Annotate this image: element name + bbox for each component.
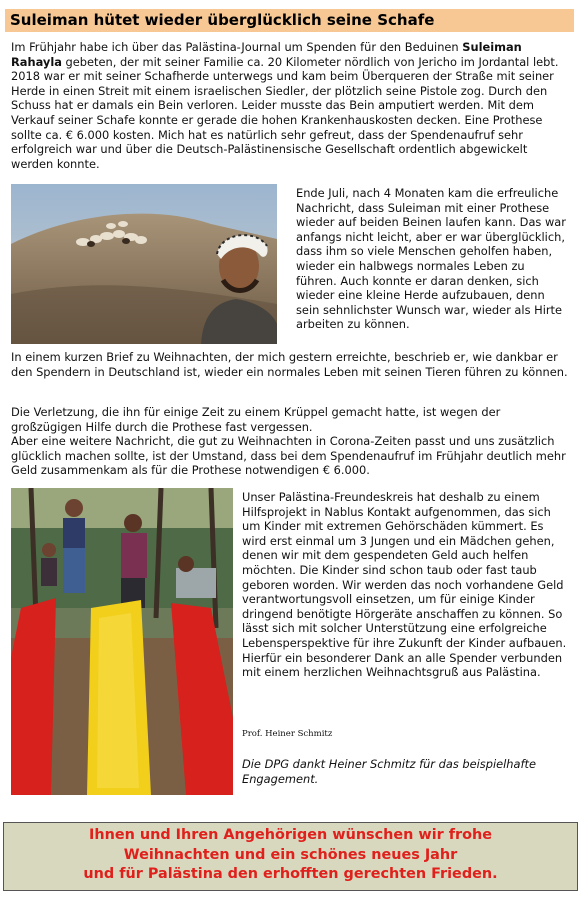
corona-paragraph: Aber eine weitere Nachricht, die gut zu Weihnachten in Corona-Zeiten passt und uns zusätzlich glücklich machen sollte, ist der Umstand, dass bei dem Spendenaufruf im Frühjahr deutlich mehr Geld zusammenkam als für die Prothese notwendigen € 6.000. [11,434,566,478]
children-slides-photo [11,488,233,795]
greeting-line-3: und für Palästina den erhofften gerechten Frieden. [83,866,498,882]
shepherd-photo [11,184,277,344]
christmas-letter-paragraph: In einem kurzen Brief zu Weihnachten, der mich gestern erreichte, beschrieb er, wie dankbar er den Spendern in Deutschland ist, wieder ein normales Leben mit seinen Tieren führen zu können. [11,350,568,379]
person-name: Suleiman Rahayla [11,40,522,69]
intro-text-1: Im Frühjahr habe ich über das Palästina-Journal um Spenden für den Beduinen [11,40,463,54]
dpg-thanks: Die DPG dankt Heiner Schmitz für das beispielhafte Engagement. [242,757,536,786]
intro-text-2: gebeten, der mit seiner Familie ca. 20 Kilometer nördlich von Jericho im Jordantal lebt. 2018 war er mit seiner Schafherde unterwegs und kam beim Überqueren der Straße mit seiner Herde in einen Streit mit einem israelischen Siedler, der plötzlich seine Pistole zog. Durch den Schuss hat er damals ein Bein verloren. Leider musste das Bein amputiert werden. Mit dem Verkauf seiner Schafe konnte er gerade die hohen Krankenhauskosten decken. Eine Prothese sollte ca. € 6.000 kosten. Mich hat es natürlich sehr gefreut, dass der Spendenaufruf sehr erfolgreich war und über die Deutsch-Palästinensische Gesellschaft ordentlich abgewickelt werden konnte. [11,54,559,171]
greeting-line-2: Weihnachten und ein schönes neues Jahr [123,846,458,863]
article-title: Suleiman hütet wieder überglücklich seine Schafe [5,9,574,32]
hearing-project-paragraph: Unser Palästina-Freundeskreis hat deshalb zu einem Hilfsprojekt in Nablus Kontakt aufgenommen, das sich um Kinder mit extremen Gehörschäden kümmert. Es wird erst einmal um 3 Jungen und ein Mädchen gehen, denen wir mit dem gespendeten Geld auch helfen möchten. Die Kinder sind schon taub oder fast taub geboren worden. Wir werden das noch vorhandene Geld verantwortungsvoll einsetzen, um für einige Kinder dringend benötigte Hörgeräte anschaffen zu können. So lässt sich mit solcher Unterstützung eine erfolgreiche Lebensperspektive für ihre Zukunft der Kinder aufbauen. Hierfür ein besonderer Dank an alle Spender verbunden mit einem herzlichen Weihnachtsgruß aus Palästina. [242,490,567,680]
injury-paragraph: Die Verletzung, die ihn für einige Zeit zu einem Krüppel gemacht hatte, ist wegen der großzügigen Hilfe durch die Prothese fast vergessen. [11,405,501,434]
intro-paragraph [11,40,571,171]
greeting-line-1: Ihnen und Ihren Angehörigen wünschen wir frohe [88,827,492,843]
signature: Prof. Heiner Schmitz [242,729,333,739]
prosthesis-news-paragraph: Ende Juli, nach 4 Monaten kam die erfreuliche Nachricht, dass Suleiman mit einer Prothese wieder auf beiden Beinen laufen kann. Das war anfangs nicht leicht, aber er war überglücklich, dass ihm so viele Menschen geholfen haben, wieder ein halbwegs normales Leben zu führen. Auch konnte er daran denken, sich wieder eine kleine Herde aufzubauen, denn sein sehnlichster Wunsch war, wieder als Hirte arbeiten zu können. [296,186,566,332]
greeting-box [3,822,578,891]
